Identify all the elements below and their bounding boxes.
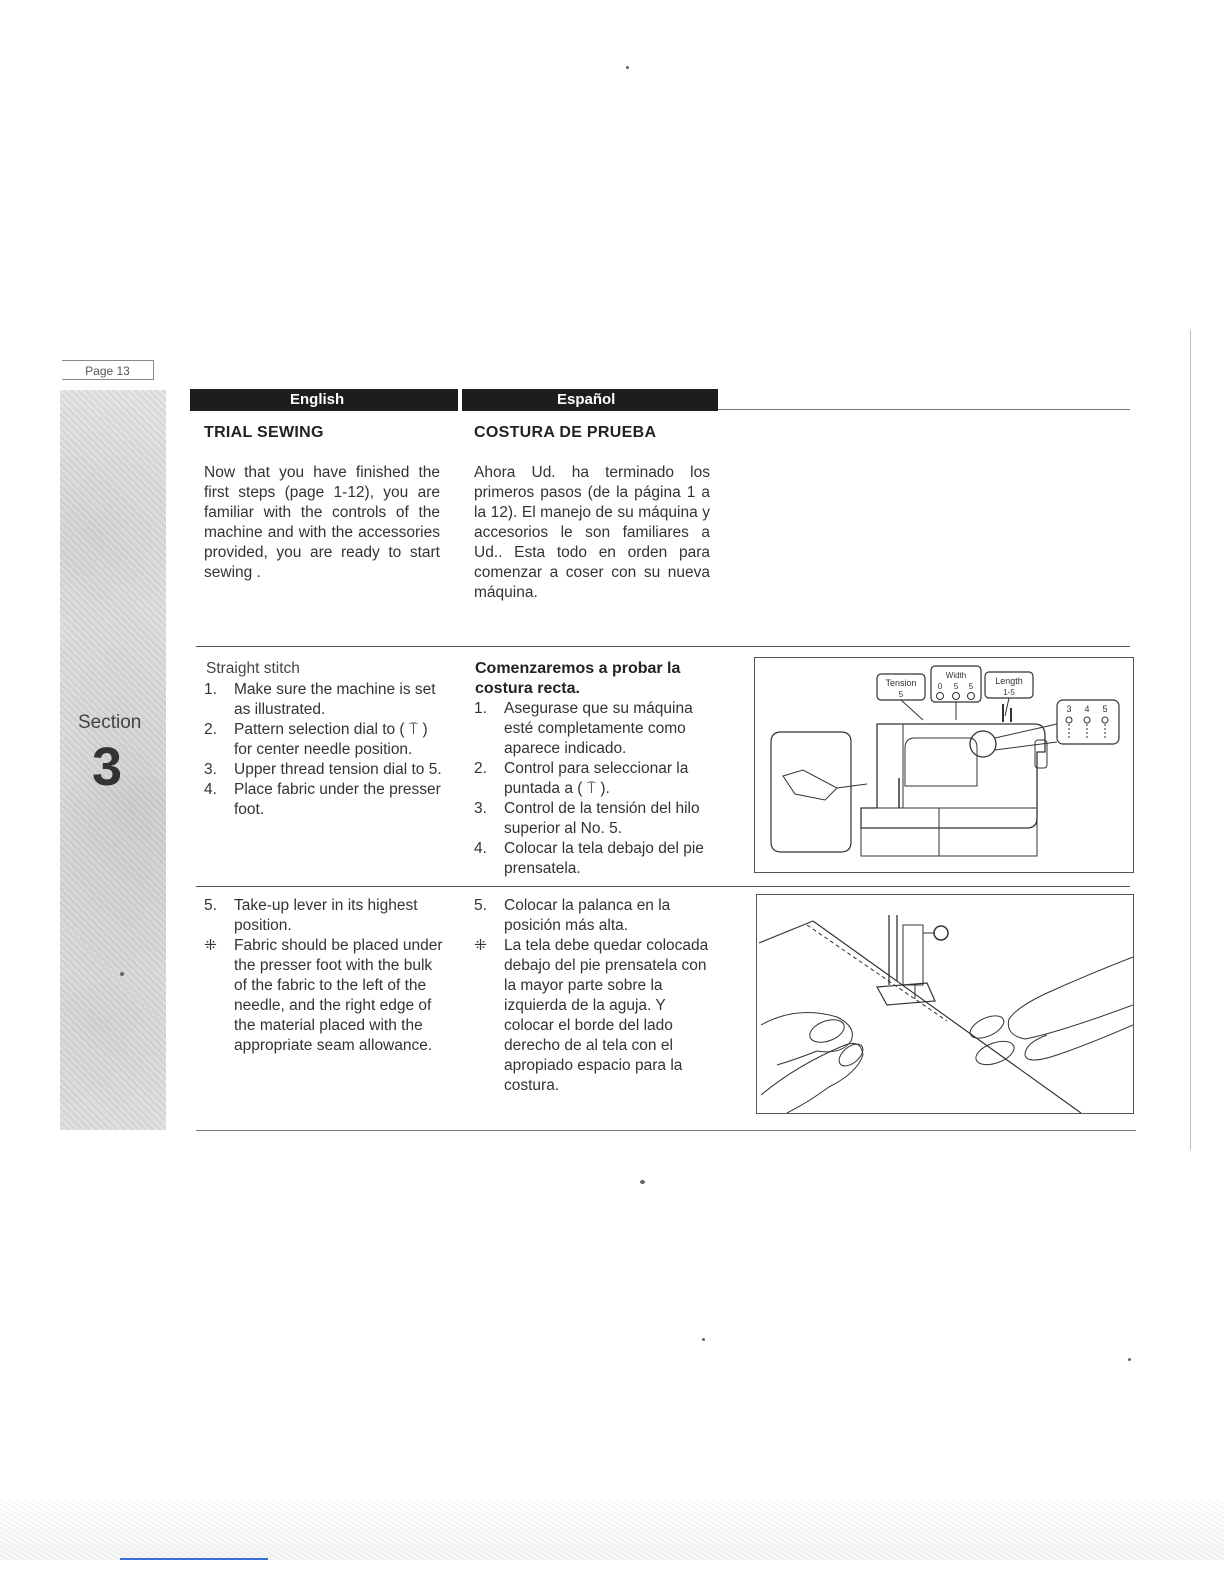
step-number: 3.: [474, 800, 487, 817]
dial-number: 3: [1066, 704, 1072, 714]
step-text: Control para seleccionar la puntada a ( ⍑ ).: [504, 760, 689, 797]
sewing-machine-illustration: [755, 658, 1133, 872]
list-item: [474, 839, 714, 879]
bottom-rule: [196, 1130, 1136, 1131]
list-item: [474, 936, 716, 1096]
scan-noise-footer: [0, 1500, 1224, 1560]
right-margin-line: [1190, 330, 1191, 1150]
fabric-placement-figure: [756, 894, 1134, 1114]
step-text: Take-up lever in its highest position.: [234, 897, 418, 934]
list-item: [204, 936, 446, 1056]
spanish-header-bar: [462, 389, 718, 411]
spanish-steps-2: [474, 896, 716, 1096]
step-number: 1.: [474, 700, 487, 717]
footer-link-underline: [120, 1558, 268, 1560]
english-steps: [204, 680, 444, 820]
width-label: Width: [945, 671, 967, 680]
english-header-label: English: [290, 391, 345, 408]
tension-label: Tension: [885, 678, 917, 688]
tension-value: 5: [898, 690, 904, 699]
dial-number: 4: [1084, 704, 1090, 714]
step-number: 5.: [204, 897, 217, 914]
step-text: Pattern selection dial to ( ⍑ ) for center needle position.: [234, 721, 428, 758]
fabric-hands-illustration: [757, 895, 1133, 1113]
step-number: 4.: [204, 781, 217, 798]
english-intro: Now that you have finished the first steps (page 1-12), you are familiar with the controls of the machine and with the accessories provided, you are ready to start sewing .: [204, 464, 440, 581]
length-label: Length: [995, 676, 1023, 686]
step-text: Asegurase que su máquina esté completamente como aparece indicado.: [504, 700, 693, 757]
step-number: ⁜: [204, 937, 217, 954]
english-subtitle: Straight stitch: [206, 660, 300, 677]
spanish-title: COSTURA DE PRUEBA: [474, 424, 657, 441]
step-text: La tela debe quedar colocada debajo del pie prensatela con la mayor parte sobre la izquierda de la aguja. Y colocar el borde del lado derecho de al tela con el apropiado espacio para la costura.: [504, 937, 709, 1094]
step-number: 1.: [204, 681, 217, 698]
step-text: Colocar la palanca en la posición más alta.: [504, 897, 671, 934]
section-number: 3: [92, 737, 123, 797]
width-value: 5: [953, 682, 959, 691]
spanish-intro: Ahora Ud. ha terminado los primeros pasos (de la página 1 a la 12). El manejo de su máquina y accesorios le son familiares a Ud.. Esta todo en orden para comenzar a coser con su nueva máquina.: [474, 464, 710, 601]
width-value: 5: [968, 682, 974, 691]
step-number: ⁜: [474, 937, 487, 954]
step-number: 2.: [204, 721, 217, 738]
width-value: 0: [937, 682, 943, 691]
step-text: Colocar la tela debajo del pie prensatela.: [504, 840, 704, 877]
step-text: Fabric should be placed under the presser foot with the bulk of the fabric to the left of the needle, and the right edge of the material placed with the appropriate seam allowance.: [234, 937, 443, 1054]
spanish-subtitle: Comenzaremos a probar la costura recta.: [475, 660, 681, 697]
section-label: Section: [78, 712, 142, 733]
list-item: [474, 799, 714, 839]
list-item: [204, 896, 446, 936]
machine-settings-figure: [754, 657, 1134, 873]
dial-number: 5: [1102, 704, 1108, 714]
english-header-bar: [190, 389, 458, 411]
english-steps-2: [204, 896, 446, 1056]
list-item: [204, 780, 444, 820]
list-item: [474, 759, 714, 799]
spanish-header-label: Español: [557, 391, 616, 408]
step-number: 4.: [474, 840, 487, 857]
step-text: Place fabric under the presser foot.: [234, 781, 441, 818]
page-number-tag: Page 13: [62, 360, 154, 380]
length-value: 1-5: [1003, 688, 1015, 697]
divider-1: [196, 646, 1130, 647]
divider-2: [196, 886, 1130, 887]
spanish-steps: [474, 699, 714, 879]
presser-foot-inset: [771, 732, 851, 852]
english-title: TRIAL SEWING: [204, 424, 324, 441]
list-item: [204, 680, 444, 720]
header-rule: [718, 409, 1130, 410]
step-number: 5.: [474, 897, 487, 914]
step-text: Upper thread tension dial to 5.: [234, 761, 442, 778]
list-item: [204, 760, 444, 780]
step-number: 2.: [474, 760, 487, 777]
list-item: [204, 720, 444, 760]
step-text: Control de la tensión del hilo superior al No. 5.: [504, 800, 700, 837]
list-item: [474, 699, 714, 759]
step-text: Make sure the machine is set as illustrated.: [234, 681, 436, 718]
list-item: [474, 896, 716, 936]
step-number: 3.: [204, 761, 217, 778]
